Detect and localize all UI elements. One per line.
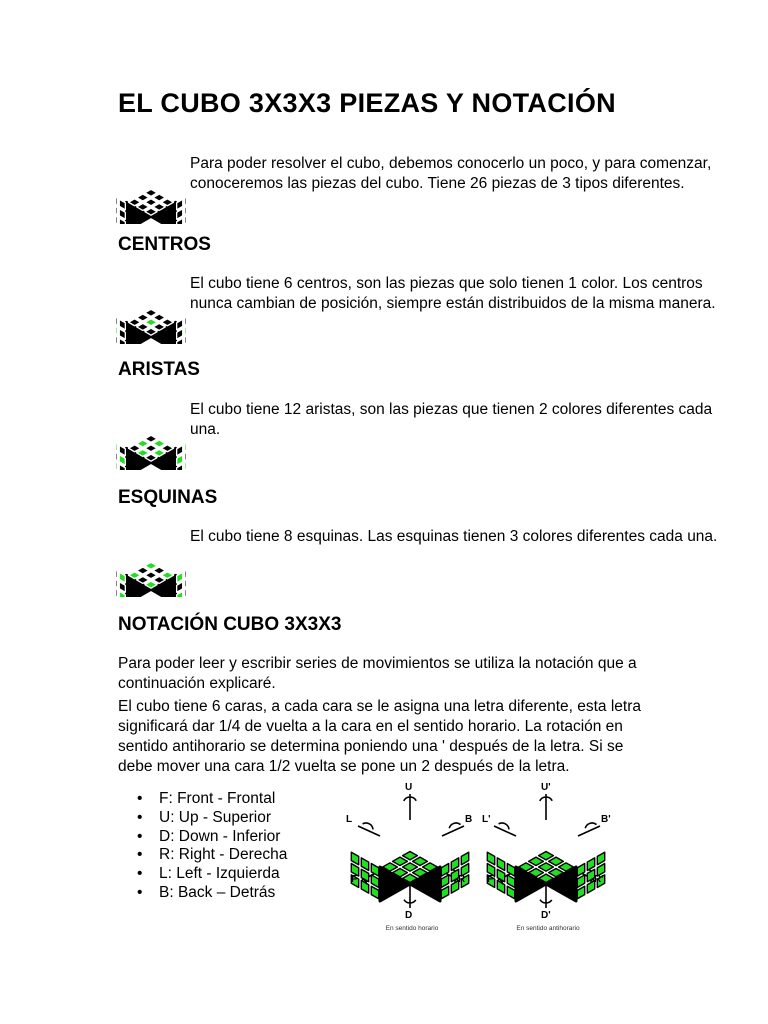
cube-icon-centers — [116, 274, 186, 344]
label-u-prime: U' — [541, 782, 551, 793]
label-d: D — [405, 910, 413, 921]
aristas-text: El cubo tiene 12 aristas, son las piezas que tienen 2 colores diferentes cada una. — [190, 401, 713, 438]
caption-counterclockwise: En sentido antihorario — [516, 925, 580, 932]
bullet-icon: • — [137, 827, 143, 845]
label-f: F — [351, 874, 358, 885]
notacion-paragraph-2: El cubo tiene 6 caras, a cada cara se le asigna una letra diferente, esta letra significará dar 1/4 de vuelta a la cara en el sentido horario. La rotación en sentido antihorario se determina poniendo una ' después de la letra. Si se debe mover una cara 1/2 vuelta se pone un 2 después de la letra. — [118, 698, 642, 775]
caption-clockwise: En sentido horario — [385, 925, 439, 932]
list-item: • F: Front - Frontal — [137, 790, 276, 807]
label-r-prime: R' — [594, 874, 604, 885]
list-item: • B: Back – Detrás — [137, 883, 276, 901]
label-r: R — [458, 874, 466, 885]
intro-text: Para poder resolver el cubo, debemos conocerlo un poco, y para comenzar, conoceremos las piezas del cubo. Tiene 26 piezas de 3 tipos diferentes. — [190, 155, 712, 192]
heading-notacion: NOTACIÓN CUBO 3X3X3 — [118, 614, 342, 635]
list-item: • L: Left - Izquierda — [137, 865, 280, 883]
notation-cube-cw — [344, 780, 480, 920]
bullet-icon: • — [137, 808, 143, 826]
bullet-icon: • — [137, 846, 143, 864]
heading-esquinas: ESQUINAS — [118, 487, 218, 508]
label-d-prime: D' — [541, 910, 551, 921]
notation-cube-ccw — [480, 780, 616, 920]
cube-icon-corners — [116, 527, 186, 597]
notation-diagram-counterclockwise — [480, 780, 630, 940]
notacion-paragraph-1: Para poder leer y escribir series de movimientos se utiliza la notación que a continuación explicaré. — [118, 655, 637, 692]
cube-icon-edges — [116, 400, 186, 470]
label-b: B — [465, 814, 473, 825]
list-item: • R: Right - Derecha — [137, 846, 288, 864]
cube-icon-plain — [116, 154, 186, 224]
page-title: EL CUBO 3X3X3 PIEZAS Y NOTACIÓN — [118, 88, 616, 118]
label-b-prime: B' — [601, 814, 611, 825]
esquinas-text: El cubo tiene 8 esquinas. Las esquinas tienen 3 colores diferentes cada una. — [190, 528, 718, 545]
list-item: • D: Down - Inferior — [137, 827, 281, 845]
centros-text: El cubo tiene 6 centros, son las piezas que solo tienen 1 color. Los centros nunca cambian de posición, siempre están distribuidos de la misma manera. — [190, 275, 716, 312]
bullet-icon: • — [137, 883, 143, 901]
label-u: U — [405, 782, 413, 793]
heading-aristas: ARISTAS — [118, 359, 200, 380]
label-f-prime: F' — [487, 874, 496, 885]
bullet-icon: • — [137, 865, 143, 883]
label-l-prime: L' — [482, 814, 491, 825]
heading-centros: CENTROS — [118, 234, 211, 255]
list-item: • U: Up - Superior — [137, 808, 271, 826]
notation-diagram-clockwise — [344, 780, 494, 940]
bullet-icon: • — [137, 790, 143, 807]
label-l: L — [346, 814, 353, 825]
moves-list — [137, 790, 287, 903]
